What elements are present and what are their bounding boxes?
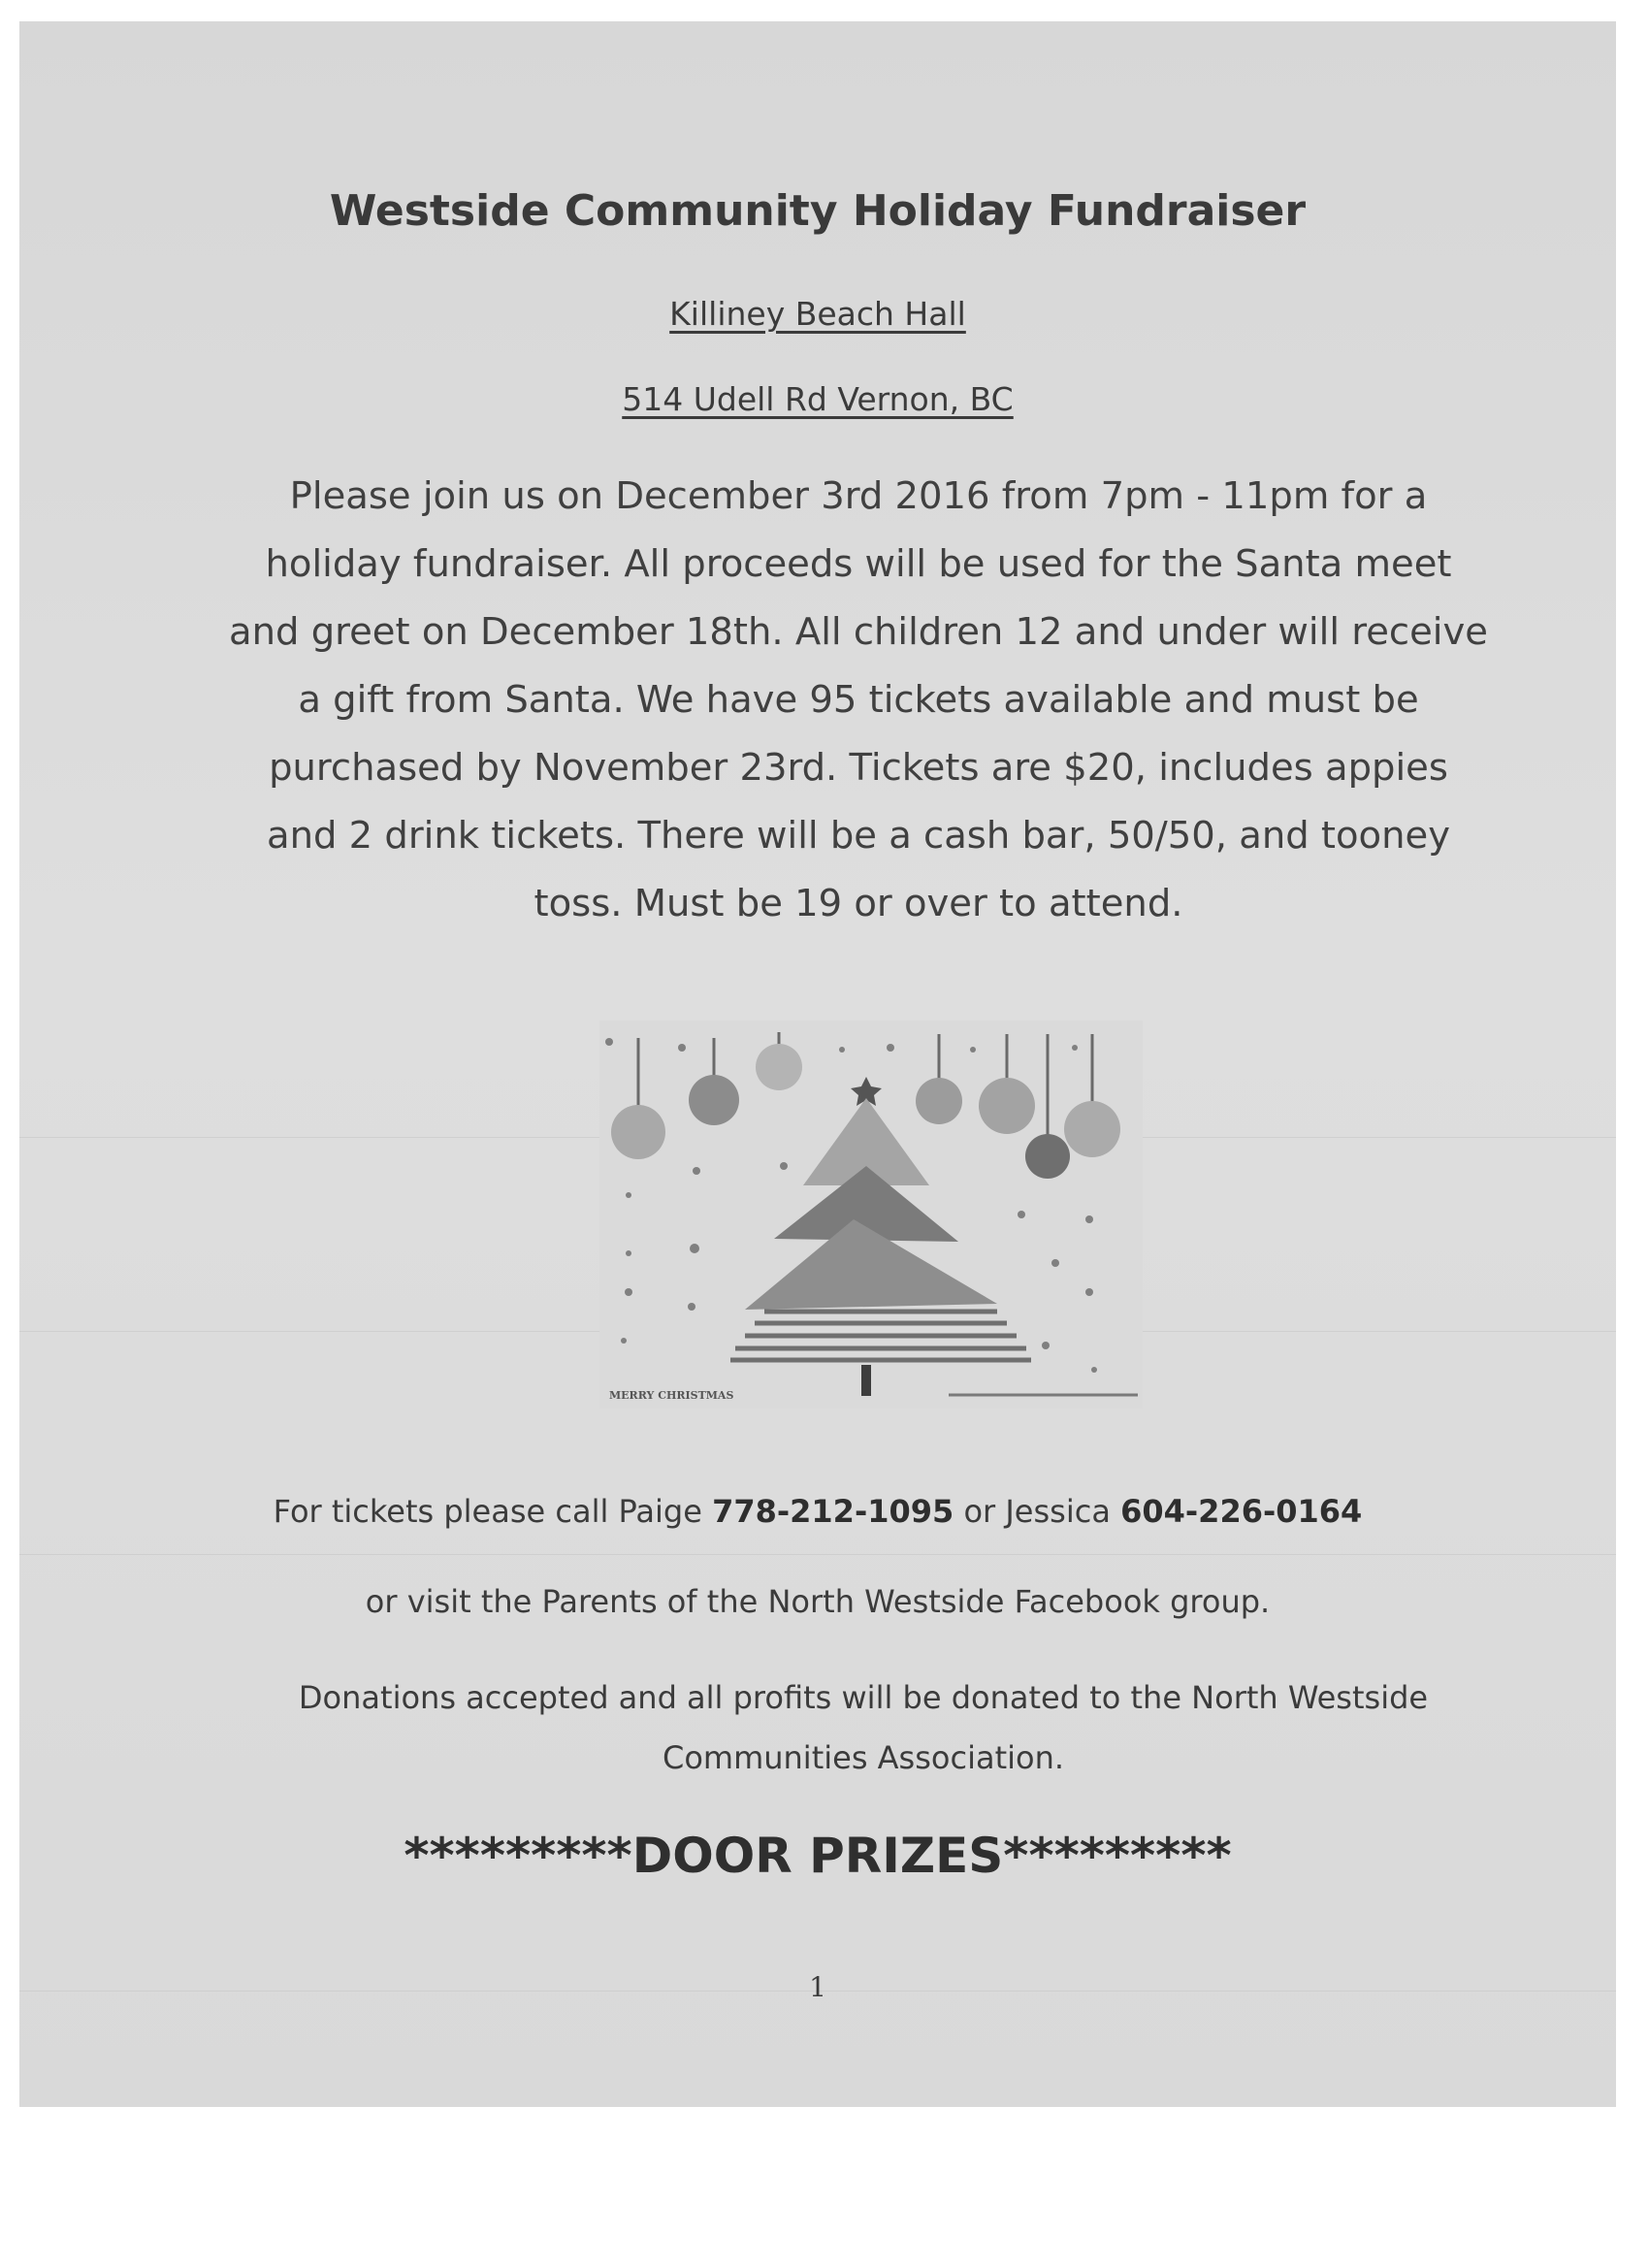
event-details: Please join us on December 3rd 2016 from 7pm - 11pm for a holiday fundraiser. All proceeds will be used for the Santa meet and greet on December 18th. All children 12 and under will receive a gift from Santa. We have 95 tickets available and must be purchased by November 23rd. Tickets are $20, includes appies and 2 drink tickets. There will be a cash bar, 50/50, and tooney toss. Must be 19 or over to attend. [229,474,1488,925]
facebook-note: or visit the Parents of the North Westside Facebook group. [365,1583,1271,1620]
venue-name [19,295,1616,333]
christmas-tree-icon [599,1021,1143,1409]
flyer-title: Westside Community Holiday Fundraiser [329,186,1307,236]
contact-middle: or Jessica [954,1493,1121,1530]
phone-paige: 778-212-1095 [712,1493,954,1530]
page-number: 1 [809,1971,826,2003]
image-caption: MERRY CHRISTMAS [609,1389,734,1402]
scan-artifact-line [19,1554,1616,1555]
venue-address [19,380,1616,418]
contact-prefix: For tickets please call Paige [273,1493,713,1530]
venue-name-text: Killiney Beach Hall [669,295,966,333]
donations-note: Donations accepted and all profits will be donated to the North Westside Communities Association. [298,1679,1429,1776]
venue-address-text: 514 Udell Rd Vernon, BC [622,380,1014,418]
ticket-contact [19,1493,1616,1530]
flyer-page [19,21,1616,2107]
door-prizes-banner: *********DOOR PRIZES********* [404,1828,1232,1884]
phone-jessica: 604-226-0164 [1120,1493,1363,1530]
